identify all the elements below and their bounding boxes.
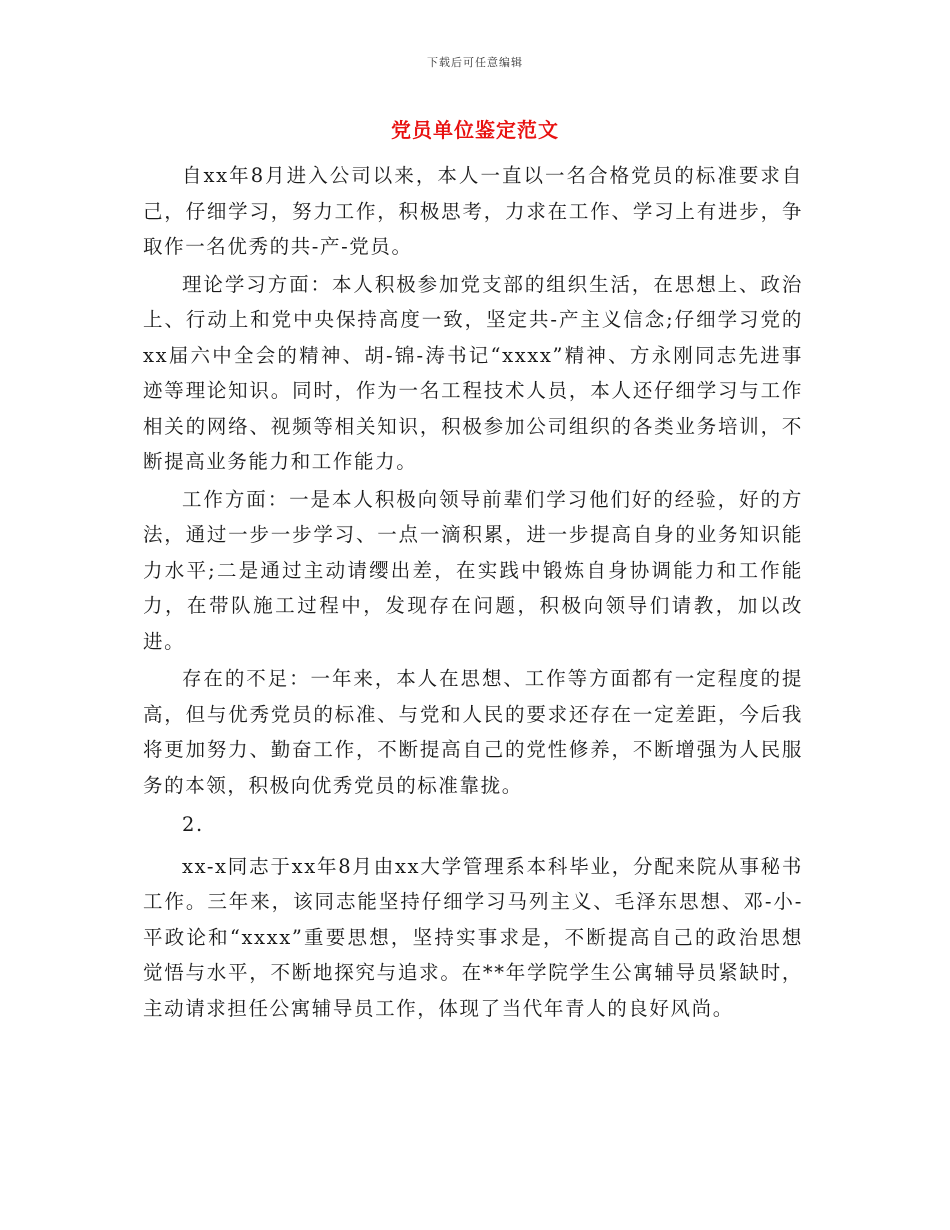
paragraph-intro: 自xx年8月进入公司以来，本人一直以一名合格党员的标准要求自己，仔细学习，努力工作，积极思考，力求在工作、学习上有进步，争取作一名优秀的共-产-党员。 xyxy=(143,164,803,258)
header-note: 下载后可任意编辑 xyxy=(427,56,523,69)
paragraph-shortcomings: 存在的不足：一年来，本人在思想、工作等方面都有一定程度的提高，但与优秀党员的标准、与党和人民的要求还存在一定差距，今后我将更加努力、勤奋工作，不断提高自己的党性修养，不断增强为人民服务的本领，积极向优秀党员的标准靠拢。 xyxy=(143,667,803,797)
paragraph-theory-study: 理论学习方面：本人积极参加党支部的组织生活，在思想上、政治上、行动上和党中央保持高度一致，坚定共-产主义信念;仔细学习党的xx届六中全会的精神、胡-锦-涛书记“xxxx”精神、方永刚同志先进事迹等理论知识。同时，作为一名工程技术人员，本人还仔细学习与工作相关的网络、视频等相关知识，积极参加公司组织的各类业务培训，不断提高业务能力和工作能力。 xyxy=(143,272,803,473)
document-title: 党员单位鉴定范文 xyxy=(391,118,559,142)
paragraph-work: 工作方面：一是本人积极向领导前辈们学习他们好的经验，好的方法，通过一步一步学习、一点一滴积累，进一步提高自身的业务知识能力水平;二是通过主动请缨出差，在实践中锻炼自身协调能力和工作能力，在带队施工过程中，发现存在问题，积极向领导们请教，加以改进。 xyxy=(143,487,803,653)
section-number: 2. xyxy=(182,813,204,836)
document-body xyxy=(143,158,803,1026)
paragraph-second-sample: xx-x同志于xx年8月由xx大学管理系本科毕业，分配来院从事秘书工作。三年来，该同志能坚持仔细学习马列主义、毛泽东思想、邓-小-平政论和“xxxx”重要思想，坚持实事求是，不断提高自己的政治思想觉悟与水平，不断地探究与追求。在**年学院学生公寓辅导员紧缺时，主动请求担任公寓辅导员工作，体现了当代年青人的良好风尚。 xyxy=(143,854,803,1020)
